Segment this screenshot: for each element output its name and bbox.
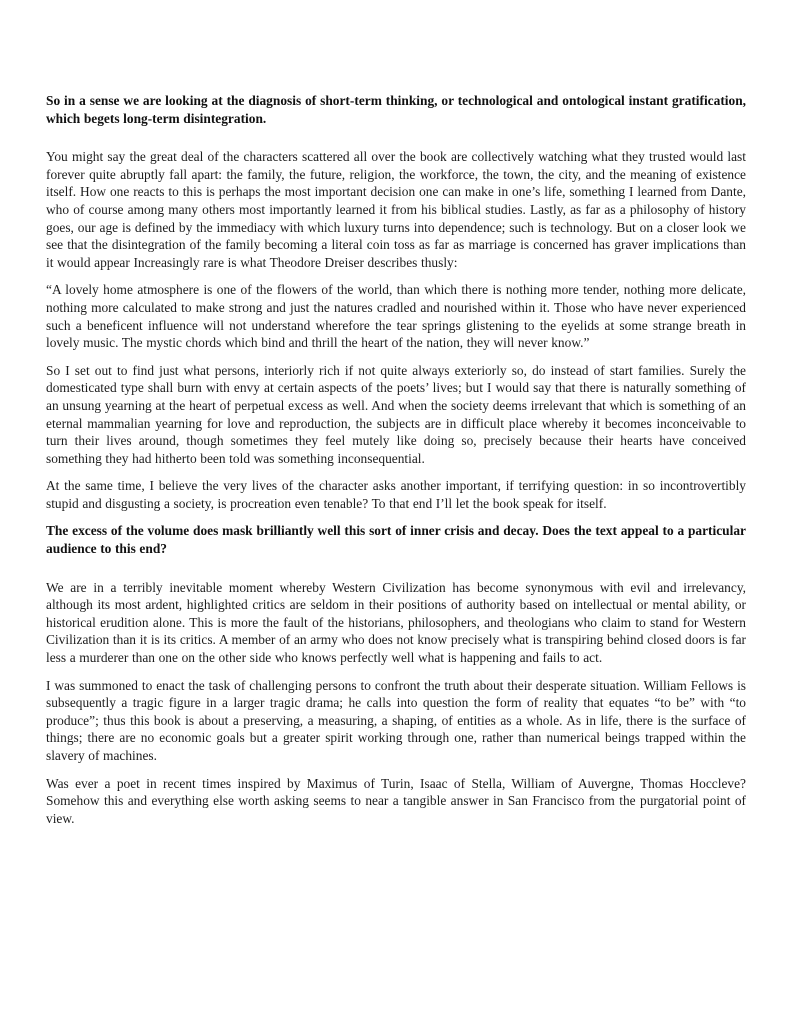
- interview-answer-paragraph: We are in a terribly inevitable moment whereby Western Civilization has become synonymous with evil and irrelevancy, although its most ardent, highlighted critics are seldom in their positions of authority based on intellectual or mental ability, or historical erudition alone. This is more the fault of the historians, philosophers, and theologians who claim to stand for Western Civilization than it is its critics. A member of an army who does not know precisely what is transpiring behind closed doors is far less a murderer than one on the other side who knows perfectly well what is happening and fails to act.: [46, 579, 746, 666]
- interview-answer-paragraph: I was summoned to enact the task of challenging persons to confront the truth about their desperate situation. William Fellows is subsequently a tragic figure in a larger tragic drama; he calls into question the form of reality that equates “to be” with “to produce”; thus this book is about a preserving, a measuring, a shaping, of entities as a whole. As in life, there is the surface of things; there are no economic goals but a greater spirit working through one, rather than numerical beings trapped within the slavery of machines.: [46, 677, 746, 763]
- interview-answer-paragraph: Was ever a poet in recent times inspired by Maximus of Turin, Isaac of Stella, William of Auvergne, Thomas Hoccleve? Somehow this and everything else worth asking seems to near a tangible answer in San Francisco from the purgatorial point of view.: [46, 775, 746, 826]
- interview-answer-paragraph: You might say the great deal of the characters scattered all over the book are collectively watching what they trusted would last forever quite abruptly fall apart: the family, the future, religion, the workforce, the town, the city, and the meaning of existence itself. How one reacts to this is perhaps the most important decision one can make in one’s life, something I learned from Dante, who of course among many others most importantly learned it from his biblical studies. Lastly, as far as a philosophy of history goes, our age is defined by the immediacy with which luxury turns into dependence; such is technology. But on a closer look we see that the disintegration of the family becoming a literal coin toss as far as marriage is concerned has graver implications than it would appear Increasingly rare is what Theodore Dreiser describes thusly:: [46, 149, 746, 270]
- interview-answer-paragraph: So I set out to find just what persons, interiorly rich if not quite always exteriorly so, do instead of start families. Surely the domesticated type shall burn with envy at certain aspects of the poets’ lives; but I would say that there is naturally something of an unsung yearning at the heart of perpetual excess as well. And when the society deems irrelevant that which is something of an eternal mammalian yearning for love and reproduction, the subjects are in difficult place whereby it becomes inconceivable to turn their lives around, though sometimes they feel mutely like doing so, precisely because their hearts have conceived something they had hitherto been told was something inconsequential.: [46, 362, 746, 466]
- interview-question-paragraph: The excess of the volume does mask brilliantly well this sort of inner crisis and decay. Does the text appeal to a particular audience to this end?: [46, 523, 746, 557]
- interview-answer-paragraph: At the same time, I believe the very lives of the character asks another important, if terrifying question: in so incontrovertibly stupid and disgusting a society, is procreation even tenable? To that end I’ll let the book speak for itself.: [46, 478, 746, 511]
- interview-answer-paragraph: “A lovely home atmosphere is one of the flowers of the world, than which there is nothing more tender, nothing more delicate, nothing more calculated to make strong and just the natures cradled and nourished within it. Those who have never experienced such a beneficent influence will not understand wherefore the tear springs glistening to the eyelids at some strange breath in lovely music. The mystic chords which bind and thrill the heart of the nation, they will never know.”: [46, 282, 746, 351]
- interview-question-paragraph: So in a sense we are looking at the diagnosis of short-term thinking, or technological and ontological instant gratification, which begets long-term disintegration.: [46, 93, 746, 126]
